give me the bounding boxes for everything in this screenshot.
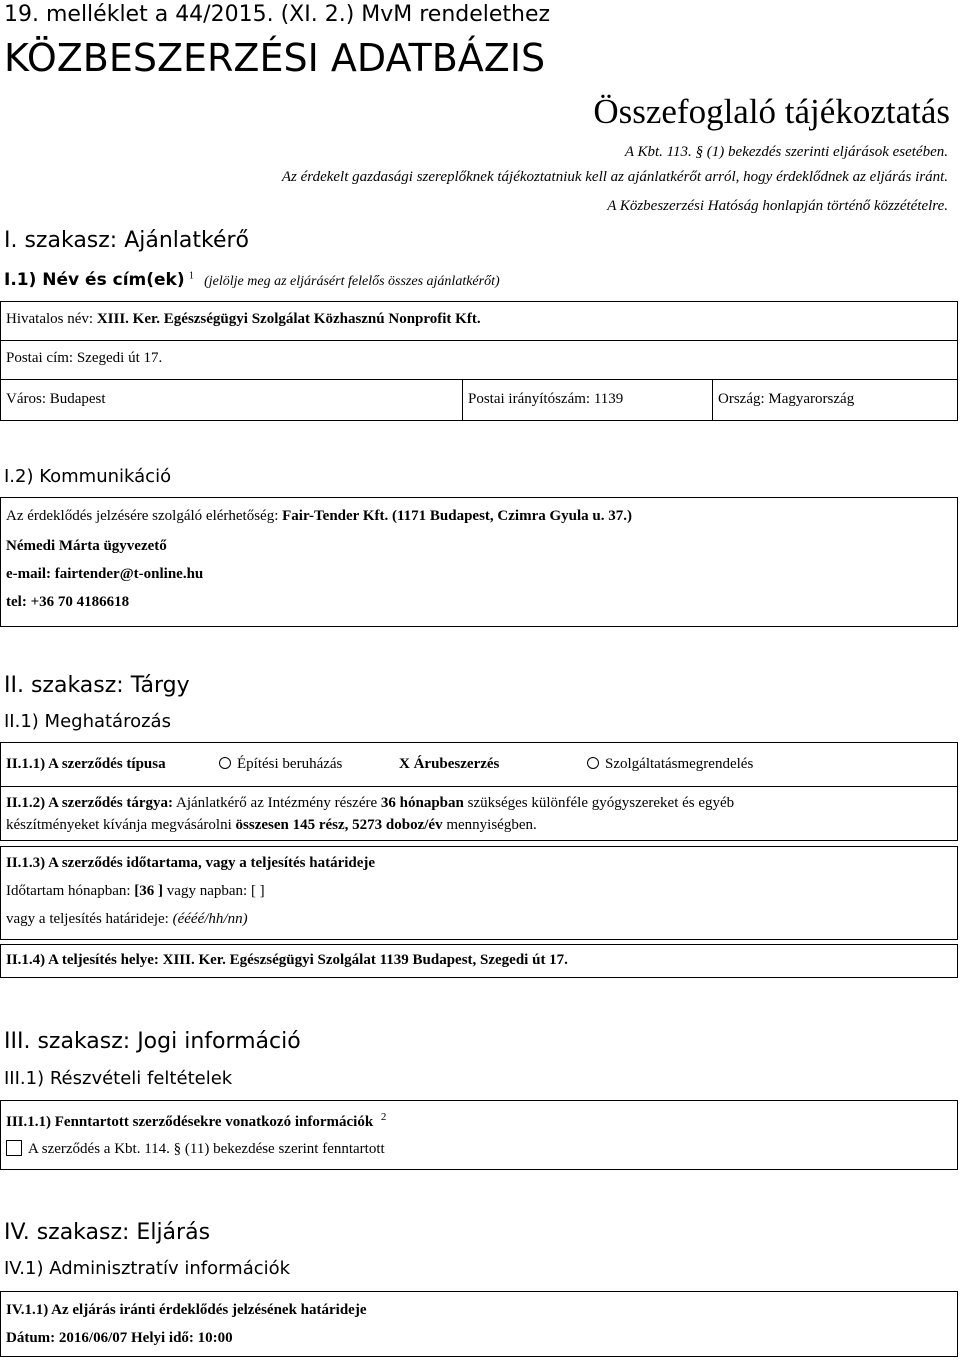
section-4-1-title: IV.1) Adminisztratív információk (4, 1258, 291, 1279)
section-1-1-note: (jelölje meg az eljárásért felelős összes ajánlatkérőt) (204, 274, 500, 289)
contact-row (6, 508, 632, 525)
postal-address-box (0, 340, 958, 380)
subject-line-1: II.1.2) A szerződés tárgya: Ajánlatkérő az Intézmény részére 36 hónapban szükséges különféle gyógyszereket és egyéb (6, 795, 735, 811)
section-3-1-title: III.1) Részvételi feltételek (4, 1068, 233, 1089)
deadline-row: vagy a teljesítés határideje: (éééé/hh/nn) (6, 911, 248, 927)
database-title: KÖZBESZERZÉSI ADATBÁZIS (4, 36, 546, 80)
place-of-performance: II.1.4) A teljesítés helye: XIII. Ker. Egészségügyi Szolgálat 1139 Budapest, Szegedi út 17. (6, 952, 568, 968)
duration-row: Időtartam hónapban: [36 ] vagy napban: [ ] (6, 883, 265, 899)
city: Város: Budapest (6, 391, 106, 407)
checkbox-icon (6, 1140, 22, 1156)
section-2-title: II. szakasz: Tárgy (4, 673, 190, 698)
contract-type-label: II.1.1) A szerződés típusa (6, 756, 166, 772)
duration-title: II.1.3) A szerződés időtartama, vagy a teljesítés határideje (6, 855, 376, 871)
communication-box (0, 497, 958, 627)
contract-type-box (0, 742, 958, 787)
official-name-label: Hivatalos név: (6, 311, 94, 327)
footnote-2: 2 (380, 1111, 387, 1123)
contact-label: Az érdeklődés jelzésére szolgáló elérhetőség: (6, 508, 279, 524)
note-procedure: A Kbt. 113. § (1) bekezdés szerinti eljárások esetében. (624, 144, 948, 160)
supply-checked-mark: X (399, 756, 410, 772)
radio-icon (219, 757, 231, 769)
section-4-title: IV. szakasz: Eljárás (4, 1220, 211, 1245)
place-box (0, 944, 958, 978)
interest-deadline-title: IV.1.1) Az eljárás iránti érdeklődés jelzésének határideje (6, 1302, 367, 1318)
subject-line-2: készítményeket kívánja megvásárolni összesen 145 rész, 5273 doboz/év mennyiségben. (6, 817, 537, 833)
option-services: Szolgáltatásmegrendelés (587, 756, 753, 773)
section-1-title: I. szakasz: Ajánlatkérő (4, 228, 250, 253)
address-row-box (0, 379, 958, 421)
section-1-1-title: I.1) Név és cím(ek) (4, 270, 185, 290)
interest-deadline-date: Dátum: 2016/06/07 Helyi idő: 10:00 (6, 1330, 233, 1346)
reserved-option: A szerződés a Kbt. 114. § (11) bekezdése szerint fenntartott (6, 1141, 385, 1158)
subject-label: II.1.2) A szerződés tárgya: (6, 795, 174, 811)
country: Ország: Magyarország (718, 391, 855, 407)
section-3-title: III. szakasz: Jogi információ (4, 1029, 301, 1054)
duration-days: vagy napban: [ ] (166, 883, 265, 899)
contact-email: e-mail: fairtender@t-online.hu (6, 566, 204, 582)
note-interest: Az érdekelt gazdasági szereplőknek tájékoztatniuk kell az ajánlatkérőt arról, hogy érdeklődnek az eljárás iránt. (281, 169, 948, 185)
annex-reference: 19. melléklet a 44/2015. (XI. 2.) MvM rendelethez (4, 2, 551, 27)
deadline-box (0, 1291, 958, 1357)
option-works: Építési beruházás (219, 756, 342, 773)
section-1-2-title: I.2) Kommunikáció (4, 466, 172, 487)
summary-title: Összefoglaló tájékoztatás (593, 92, 950, 131)
reserved-title: III.1.1) Fenntartott szerződésekre vonatkozó információk (6, 1114, 374, 1130)
footnote-1: 1 (188, 270, 194, 282)
reserved-heading (6, 1111, 386, 1131)
reserved-box (0, 1100, 958, 1170)
contact-value: Fair-Tender Kft. (1171 Budapest, Czimra Gyula u. 37.) (282, 508, 632, 524)
duration-months: [36 ] (134, 883, 164, 899)
official-name-box (0, 301, 958, 341)
deadline-format: (éééé/hh/nn) (172, 911, 248, 927)
contact-person: Némedi Márta ügyvezető (6, 538, 167, 554)
postcode: Postai irányítószám: 1139 (468, 391, 624, 407)
section-2-1-title: II.1) Meghatározás (4, 711, 171, 732)
official-name-row (6, 311, 481, 328)
option-supply: X Árubeszerzés (399, 756, 500, 772)
postal-address: Postai cím: Szegedi út 17. (6, 350, 163, 366)
contact-phone: tel: +36 70 4186618 (6, 594, 130, 610)
duration-box (0, 846, 958, 940)
official-name-value: XIII. Ker. Egészségügyi Szolgálat Közhasznú Nonprofit Kft. (96, 311, 481, 327)
radio-icon (587, 757, 599, 769)
section-1-1-heading (4, 270, 500, 290)
subject-box (0, 786, 958, 841)
note-publication: A Közbeszerzési Hatóság honlapján történő közzétételre. (607, 198, 948, 214)
